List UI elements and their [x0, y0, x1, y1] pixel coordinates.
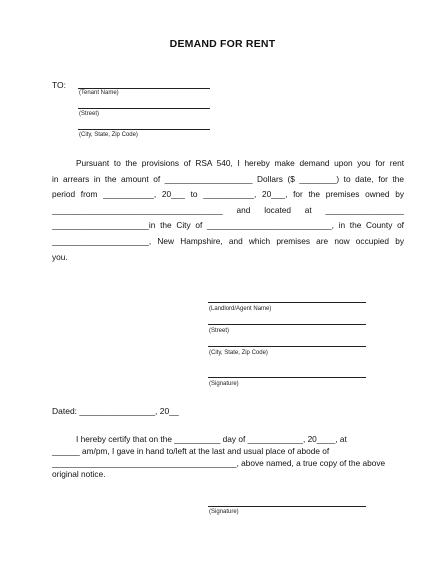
certification-line: ________________________________________, above named, a true copy of the above — [52, 457, 386, 468]
landlord-name-caption: (Landlord/Agent Name) — [209, 306, 272, 312]
tenant-street-line[interactable] — [78, 108, 210, 109]
body-line: _____________________, New Hampshire, and which premises are now occupied by — [52, 235, 404, 246]
landlord-city-line[interactable] — [208, 346, 366, 347]
body-line: in arrears in the amount of ___________________ Dollars ($ ________) to date, for the — [52, 173, 404, 184]
landlord-name-line[interactable] — [208, 302, 366, 303]
landlord-city-caption: (City, State, Zip Code) — [209, 350, 268, 356]
tenant-name-line[interactable] — [78, 88, 210, 89]
body-line: Pursuant to the provisions of RSA 540, I hereby make demand upon you for rent — [76, 158, 404, 168]
tenant-city-line[interactable] — [78, 129, 210, 130]
certification-line: ______ am/pm, I gave in hand to/left at the last and usual place of abode of — [52, 445, 330, 456]
certification-line: I hereby certify that on the __________ day of ____________, 20____, at — [76, 434, 347, 444]
landlord-street-caption: (Street) — [209, 328, 230, 334]
dated-line: Dated: ________________, 20__ — [52, 406, 179, 416]
final-signature-line[interactable] — [208, 506, 366, 507]
certification-paragraph — [52, 434, 386, 481]
landlord-signature-line[interactable] — [208, 377, 366, 378]
landlord-signature-caption: (Signature) — [209, 381, 239, 387]
final-signature-caption: (Signature) — [209, 509, 239, 515]
demand-paragraph — [52, 156, 404, 265]
tenant-name-caption: (Tenant Name) — [79, 90, 119, 96]
certification-line: original notice. — [52, 469, 106, 480]
body-line: you. — [52, 251, 68, 262]
document-title: DEMAND FOR RENT — [169, 38, 276, 50]
tenant-street-caption: (Street) — [79, 111, 100, 117]
to-label: TO: — [52, 80, 67, 90]
body-line: _____________________in the City of ___________________________, in the County of — [52, 220, 404, 231]
landlord-street-line[interactable] — [208, 324, 366, 325]
body-line: _____________________________________ and located at _________________ — [52, 204, 404, 215]
tenant-city-caption: (City, State, Zip Code) — [79, 132, 138, 138]
body-line: period from ___________, 20___ to ___________, 20___, for the premises owned by — [52, 189, 404, 200]
